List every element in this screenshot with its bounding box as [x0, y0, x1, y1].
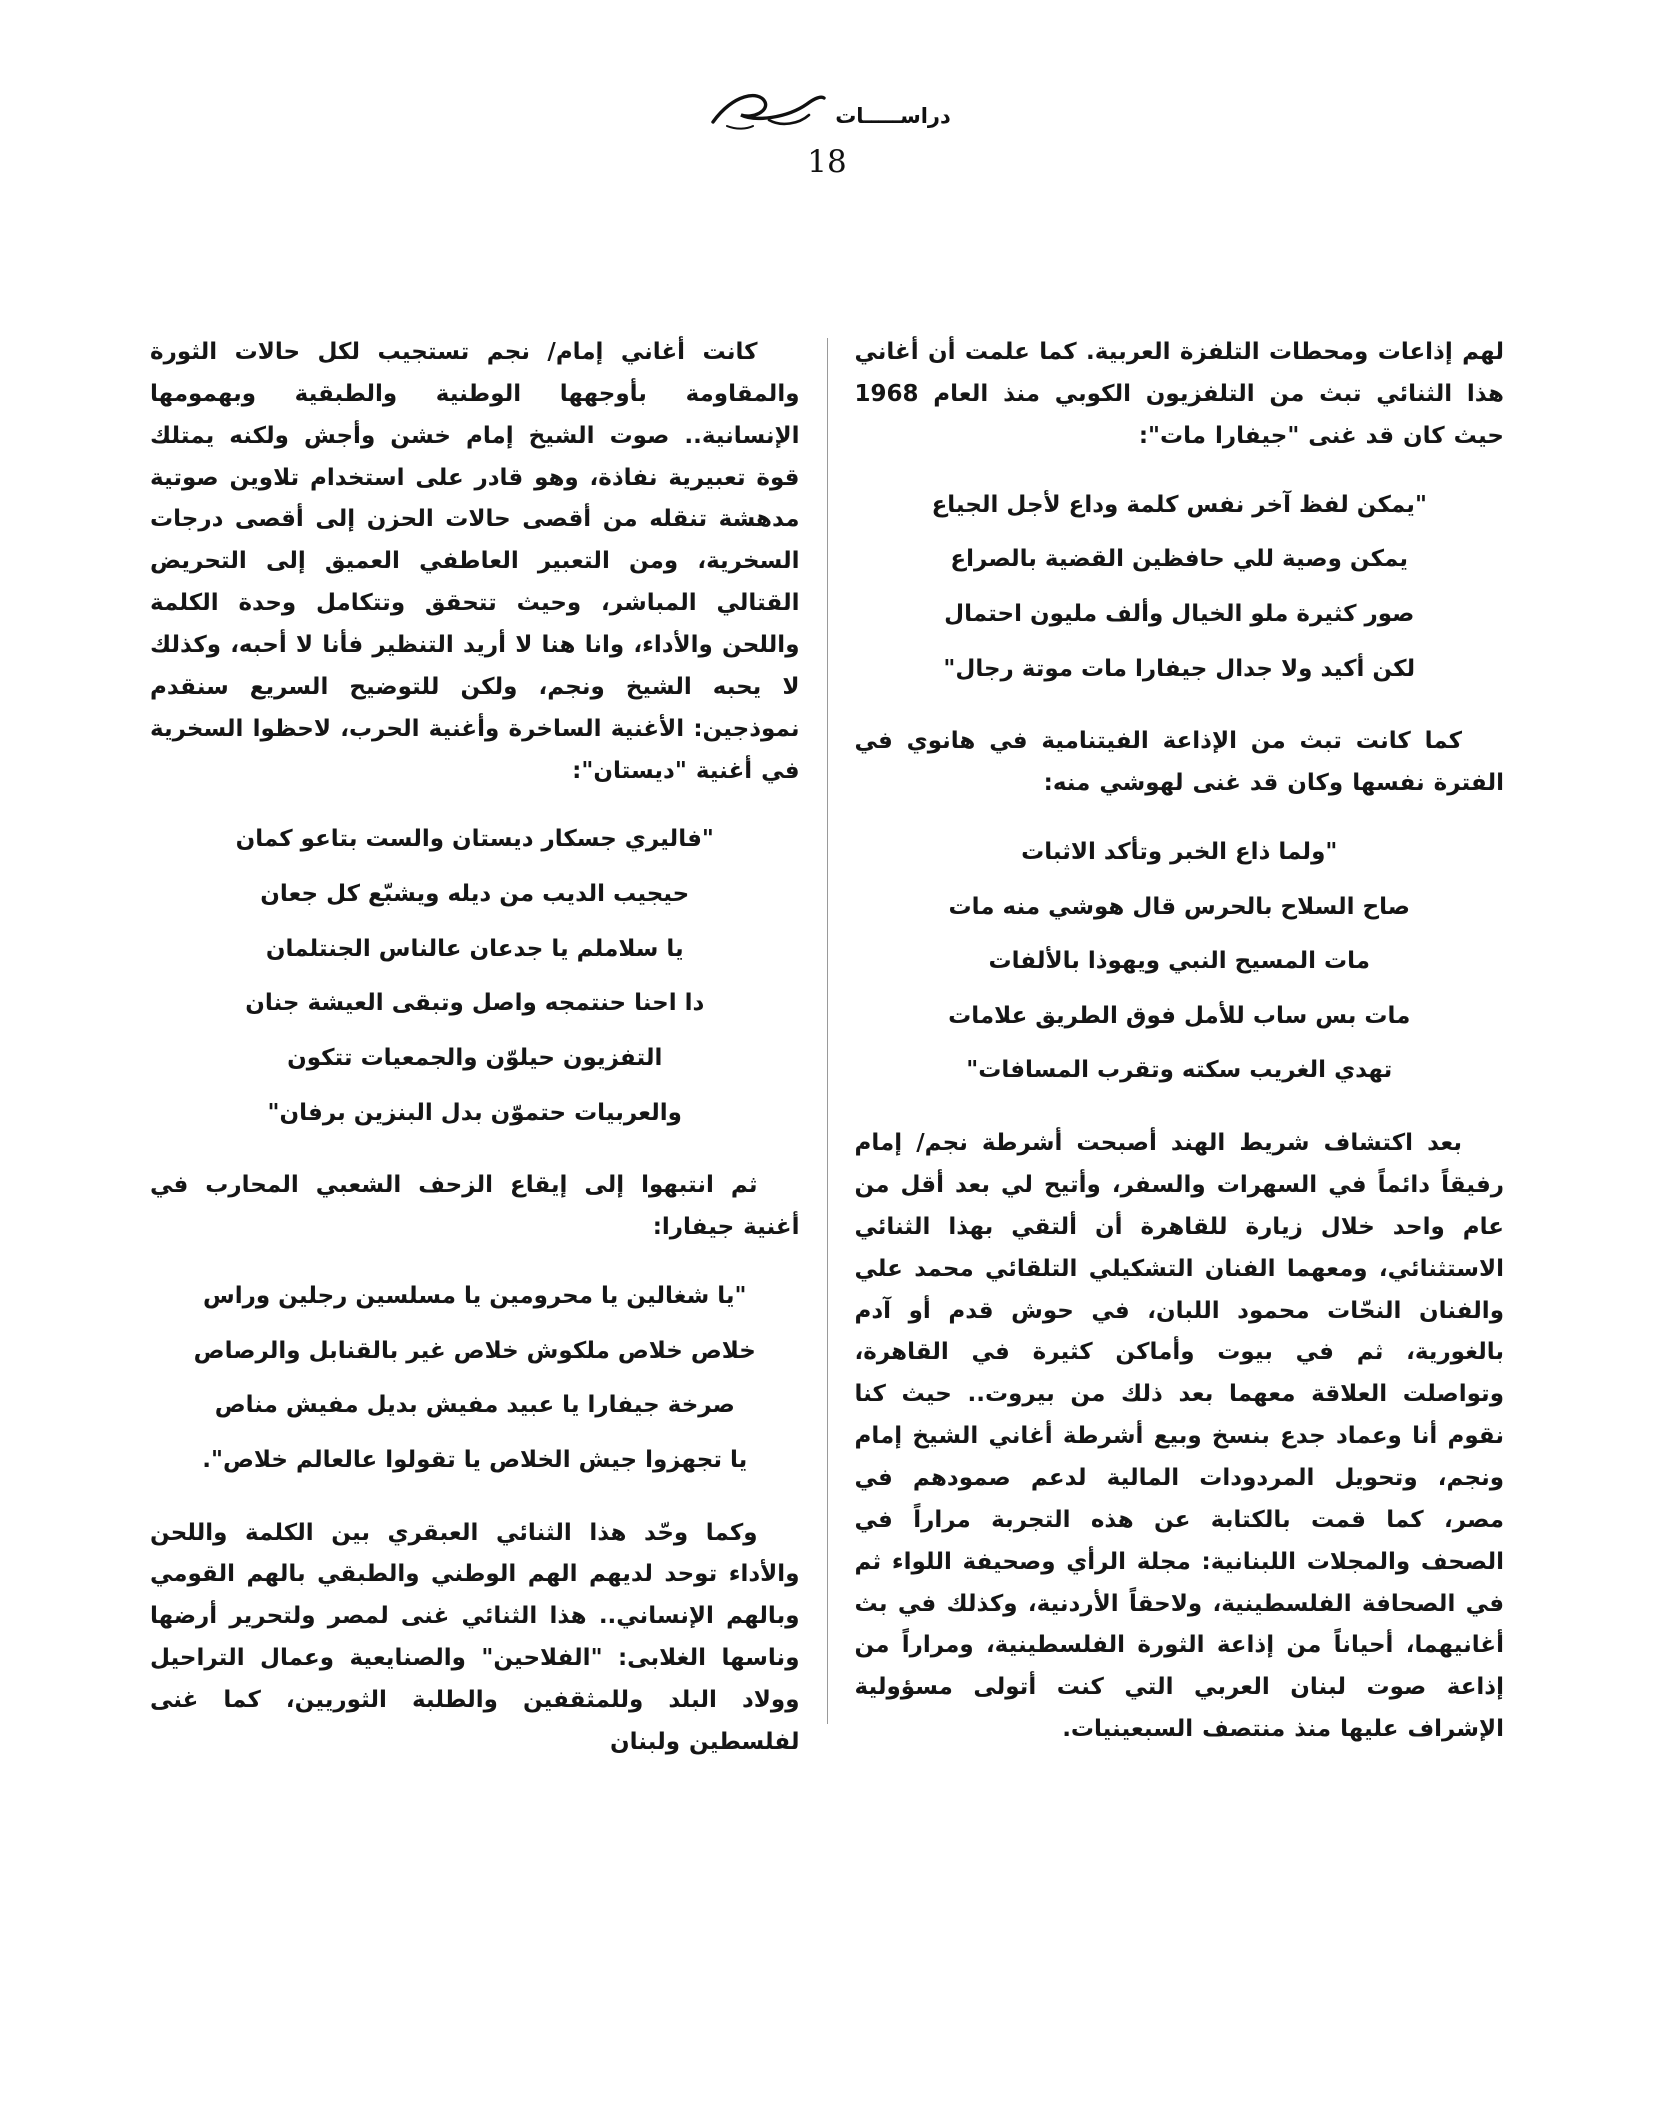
verse-line: يا تجهزوا جيش الخلاص يا تقولوا عالعالم خلاص".	[202, 1446, 748, 1473]
column-right	[855, 332, 1505, 1751]
verse-line: مات المسيح النبي ويهوذا بالألفات	[988, 948, 1370, 975]
verse-line: "فاليري جسكار ديستان والست بتاعو كمان	[235, 826, 714, 853]
column-left	[150, 332, 800, 1764]
verse-line: خلاص خلاص ملكوش خلاص غير بالقنابل والرصاص	[193, 1337, 756, 1364]
verse-line: "ولما ذاع الخبر وتأكد الاثبات	[1021, 838, 1338, 865]
paragraph: كانت أغاني إمام/ نجم تستجيب لكل حالات الثورة والمقاومة بأوجهها الوطنية والطبقية وبهمومها الإنسانية.. صوت الشيخ إمام خشن وأجش ولكنه يمتلك قوة تعبيرية نفاذة، وهو قادر على استخدام تلاوين صوتية مدهشة تنقله من أقصى حالات الحزن إلى أقصى درجات السخرية، ومن التعبير العاطفي العميق إلى التحريض القتالي المباشر، وحيث تتحقق وتتكامل وحدة الكلمة واللحن والأداء، وانا هنا لا أريد التنظير فأنا لا أحبه، وكذلك لا يحبه الشيخ ونجم، ولكن للتوضيح السريع سنقدم نموذجين: الأغنية الساخرة وأغنية الحرب، لاحظوا السخرية في أغنية "ديستان":	[150, 339, 800, 784]
section-label: دراســـــات	[835, 104, 951, 128]
verse-line: لكن أكيد ولا جدال جيفارا مات موتة رجال"	[943, 655, 1416, 682]
page-number: 18	[807, 144, 847, 180]
page-header	[0, 86, 1654, 180]
verse-block-guevara-died	[855, 488, 1505, 688]
verse-line: "يا شغالين يا محرومين يا مسلسين رجلين وراس	[202, 1283, 747, 1310]
verse-line: تهدي الغريب سكته وتقرب المسافات"	[966, 1057, 1393, 1084]
verse-line: صور كثيرة ملو الخيال وألف مليون احتمال	[944, 600, 1415, 627]
verse-line: والعربيات حتموّن بدل البنزين برفان"	[267, 1099, 682, 1126]
calligraphy-logo-icon	[703, 86, 829, 142]
verse-line: يمكن وصية للي حافظين القضية بالصراع	[950, 546, 1409, 573]
verse-block-ho-chi-minh	[855, 835, 1505, 1089]
verse-line: مات بس ساب للأمل فوق الطريق علامات	[948, 1002, 1411, 1029]
verse-line: التفزيون حيلوّن والجمعيات تتكون	[287, 1045, 663, 1072]
verse-line: يا سلاملم يا جدعان عالناس الجنتلمان	[265, 935, 684, 962]
verse-block-guevara-march	[150, 1279, 800, 1479]
verse-line: صاح السلاح بالحرس قال هوشي منه مات	[948, 893, 1410, 920]
verse-line: دا احنا حنتمجه واصل وتبقى العيشة جنان	[245, 990, 705, 1017]
paragraph: ثم انتبهوا إلى إيقاع الزحف الشعبي المحارب في أغنية جيفارا:	[150, 1172, 800, 1241]
paragraph: بعد اكتشاف شريط الهند أصبحت أشرطة نجم/ إمام رفيقاً دائماً في السهرات والسفر، وأتيح لي بعد أقل من عام واحد خلال زيارة للقاهرة أن ألتقي بهذا الثنائي الاستثنائي، ومعهما الفنان التشكيلي التلقائي محمد علي والفنان النحّات محمود اللبان، في حوش قدم أو آدم بالغورية، ثم في بيوت وأماكن كثيرة في القاهرة، وتواصلت العلاقة معهما بعد ذلك من بيروت.. حيث كنا نقوم أنا وعماد جدع بنسخ وبيع أشرطة أغاني الشيخ إمام ونجم، وتحويل المردودات المالية لدعم صمودهم في مصر، كما قمت بالكتابة عن هذه التجربة مراراً في الصحف والمجلات اللبنانية: مجلة الرأي وصحيفة اللواء ثم في الصحافة الفلسطينية، ولاحقاً الأردنية، وكذلك في بث أغانيهما، أحياناً من إذاعة الثورة الفلسطينية، ومراراً من إذاعة صوت لبنان العربي التي كنت أتولى مسؤولية الإشراف عليها منذ منتصف السبعينيات.	[854, 1130, 1504, 1743]
verse-block-destan	[150, 822, 800, 1131]
paragraph: وكما وحّد هذا الثنائي العبقري بين الكلمة واللحن والأداء توحد لديهم الهم الوطني والطبقي بالهم القومي وبالهم الإنساني.. هذا الثنائي غنى لمصر ولتحرير أرضها وناسها الغلابى: "الفلاحين" والصنايعية وعمال التراحيل وولاد البلد وللمثقفين والطلبة الثوريين، كما غنى لفلسطين ولبنان	[150, 1519, 800, 1755]
column-divider	[827, 338, 828, 1724]
paragraph: لهم إذاعات ومحطات التلفزة العربية. كما علمت أن أغاني هذا الثنائي تبث من التلفزيون الكوبي منذ العام 1968 حيث كان قد غنى "جيفارا مات":	[854, 339, 1504, 449]
masthead	[703, 86, 951, 142]
article-body	[150, 332, 1504, 1764]
verse-line: "يمكن لفظ آخر نفس كلمة وداع لأجل الجياع	[931, 491, 1427, 518]
verse-line: حيجيب الديب من ديله ويشبّع كل جعان	[260, 881, 690, 908]
verse-line: صرخة جيفارا يا عبيد مفيش بديل مفيش مناص	[214, 1392, 735, 1419]
paragraph: كما كانت تبث من الإذاعة الفيتنامية في هانوي في الفترة نفسها وكان قد غنى لهوشي منه:	[854, 728, 1504, 796]
